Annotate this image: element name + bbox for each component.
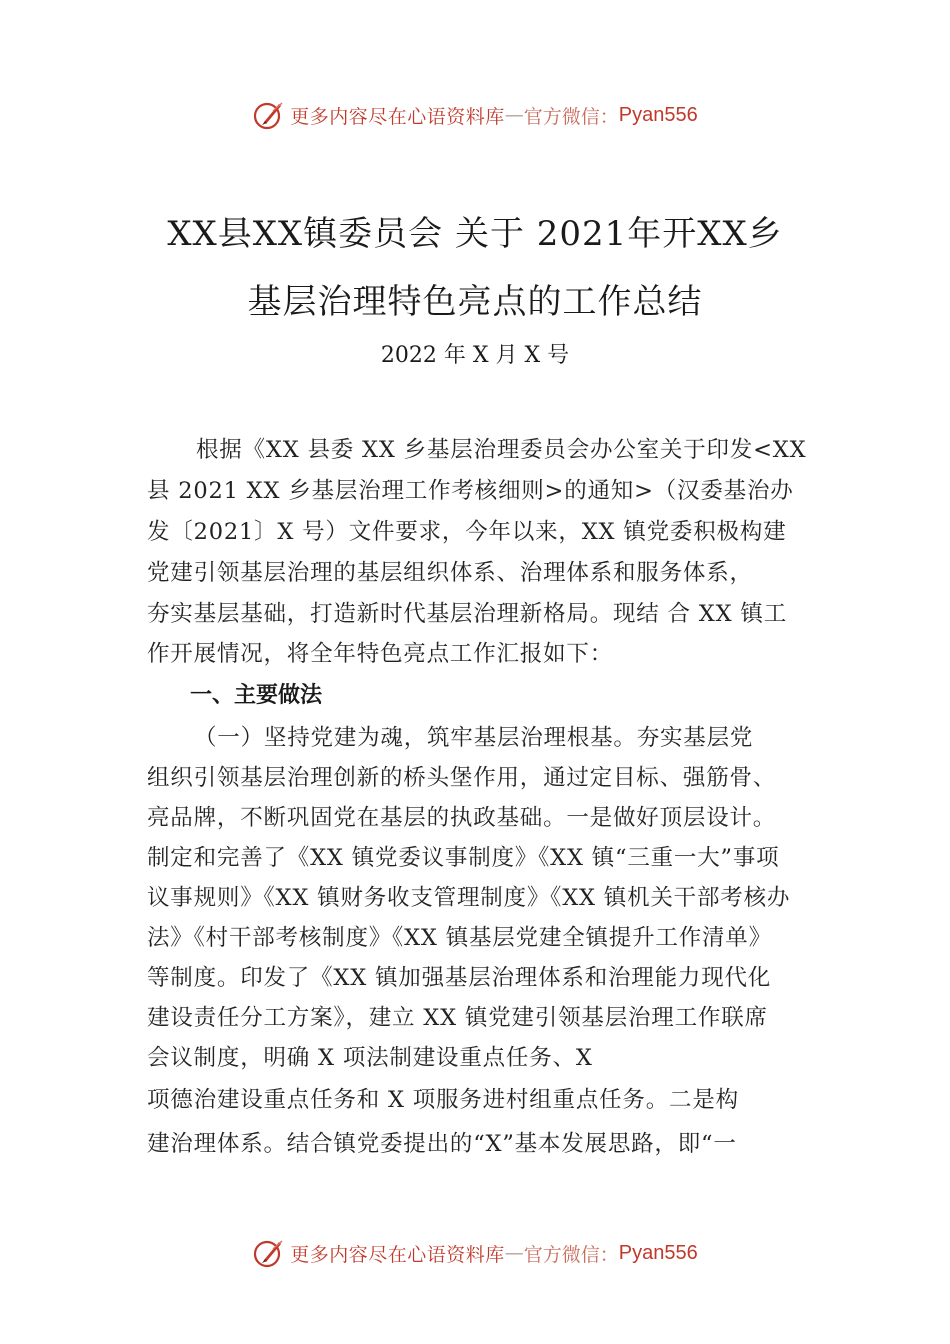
banner-wechat-id: Pyan556 <box>618 1241 698 1264</box>
paragraph-line: 会议制度，明确 X 项法制建设重点任务、X <box>147 1045 593 1071</box>
banner-tagline: 更多内容尽在心语资料库 <box>290 105 505 128</box>
paragraph-line: 建设责任分工方案》，建立 XX 镇党建引领基层治理工作联席 <box>147 1005 768 1031</box>
paragraph-line: 夯实基层基础，打造新时代基层治理新格局。现结 合 XX 镇工 <box>147 601 787 627</box>
paragraph-line: 法》《村干部考核制度》《XX 镇基层党建全镇提升工作清单》 <box>147 925 772 951</box>
paragraph-line: 党建引领基层治理的基层组织体系、治理体系和服务体系， <box>147 560 753 586</box>
section-heading: 一、主要做法 <box>190 683 323 708</box>
banner-tagline: 更多内容尽在心语资料库 <box>290 1243 505 1266</box>
paragraph-line: 县 2021 XX 乡基层治理工作考核细则>的通知>（汉委基治办 <box>147 478 794 504</box>
quill-pen-logo-icon <box>252 98 286 132</box>
banner-separator: — <box>504 1242 524 1264</box>
document-title-line-2: 基层治理特色亮点的工作总结 <box>247 282 703 322</box>
footer-watermark-banner <box>0 1233 950 1273</box>
paragraph-line: 作开展情况，将全年特色亮点工作汇报如下： <box>147 641 614 667</box>
paragraph-line: 组织引领基层治理创新的桥头堡作用，通过定目标、强筋骨、 <box>147 765 777 791</box>
paragraph-line: 制定和完善了《XX 镇党委议事制度》《XX 镇“三重一大”事项 <box>147 845 780 871</box>
banner-separator: — <box>504 104 524 126</box>
header-watermark-banner <box>0 95 950 135</box>
paragraph-line: 等制度。印发了《XX 镇加强基层治理体系和治理能力现代化 <box>147 965 772 991</box>
banner-wechat-label: 官方微信： <box>523 105 619 128</box>
paragraph-line: （一）坚持党建为魂，筑牢基层治理根基。夯实基层党 <box>194 725 754 751</box>
document-title-line-1: XX县XX镇委员会 关于 2021年开XX乡 <box>167 214 783 254</box>
paragraph-line: 项德治建设重点任务和 X 项服务进村组重点任务。二是构 <box>147 1087 739 1113</box>
paragraph-line: 建治理体系。结合镇党委提出的“X”基本发展思路，即“一 <box>147 1131 737 1157</box>
document-date: 2022 年 X 月 X 号 <box>380 343 570 368</box>
paragraph-line: 根据《XX 县委 XX 乡基层治理委员会办公室关于印发<XX <box>196 437 807 463</box>
banner-wechat-id: Pyan556 <box>618 103 698 126</box>
paragraph-line: 亮品牌，不断巩固党在基层的执政基础。一是做好顶层设计。 <box>147 805 777 831</box>
quill-pen-logo-icon <box>252 1236 286 1270</box>
paragraph-line: 发〔2021〕X 号）文件要求，今年以来，XX 镇党委积极构建 <box>147 519 787 545</box>
paragraph-line: 议事规则》《XX 镇财务收支管理制度》《XX 镇机关干部考核办 <box>147 885 791 911</box>
banner-wechat-label: 官方微信： <box>523 1243 619 1266</box>
